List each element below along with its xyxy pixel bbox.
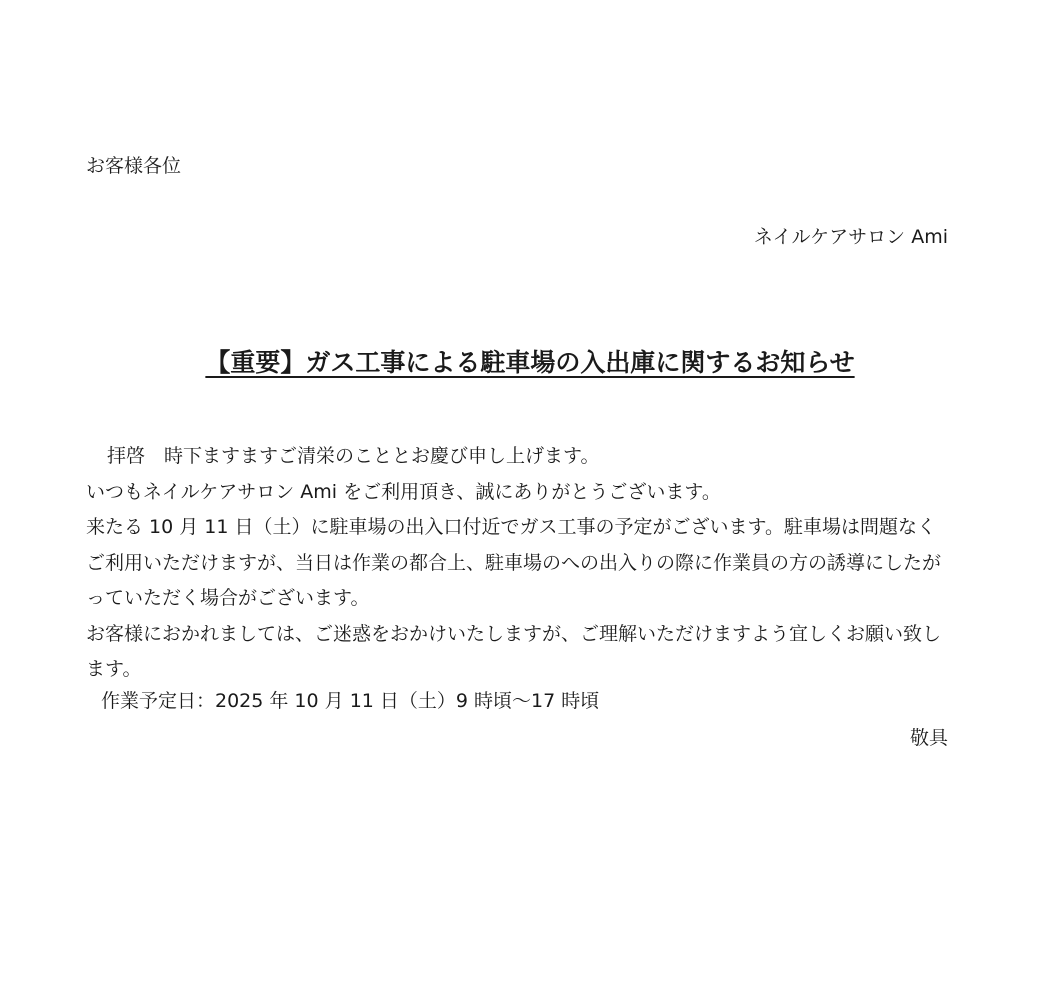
- construction-paragraph: 来たる 10 月 11 日（土）に駐車場の出入口付近でガス工事の予定がございます。駐車場は問題なくご利用いただけますが、当日は作業の都合上、駐車場のへの出入りの際に作業員の方の誘導にしたがっていただく場合がございます。: [86, 516, 942, 609]
- notice-title-text: 【重要】ガス工事による駐車場の入出庫に関するお知らせ: [205, 348, 855, 377]
- apology-paragraph: お客様におかれましては、ご迷惑をおかけいたしますが、ご理解いただけますよう宜しくお願い致します。: [86, 622, 942, 680]
- greeting-paragraph: 拝啓 時下ますますご清栄のこととお慶び申し上げます。: [107, 445, 600, 467]
- notice-body: [86, 439, 952, 688]
- salutation: お客様各位: [86, 155, 182, 177]
- sender-name: ネイルケアサロン Ami: [753, 226, 948, 248]
- thanks-paragraph: いつもネイルケアサロン Ami をご利用頂き、誠にありがとうございます。: [86, 480, 721, 503]
- work-schedule: 作業予定日：2025 年 10 月 11 日（土）9 時頃～17 時頃: [101, 690, 600, 712]
- notice-title: [0, 346, 1060, 380]
- closing-remark: 敬具: [909, 727, 948, 749]
